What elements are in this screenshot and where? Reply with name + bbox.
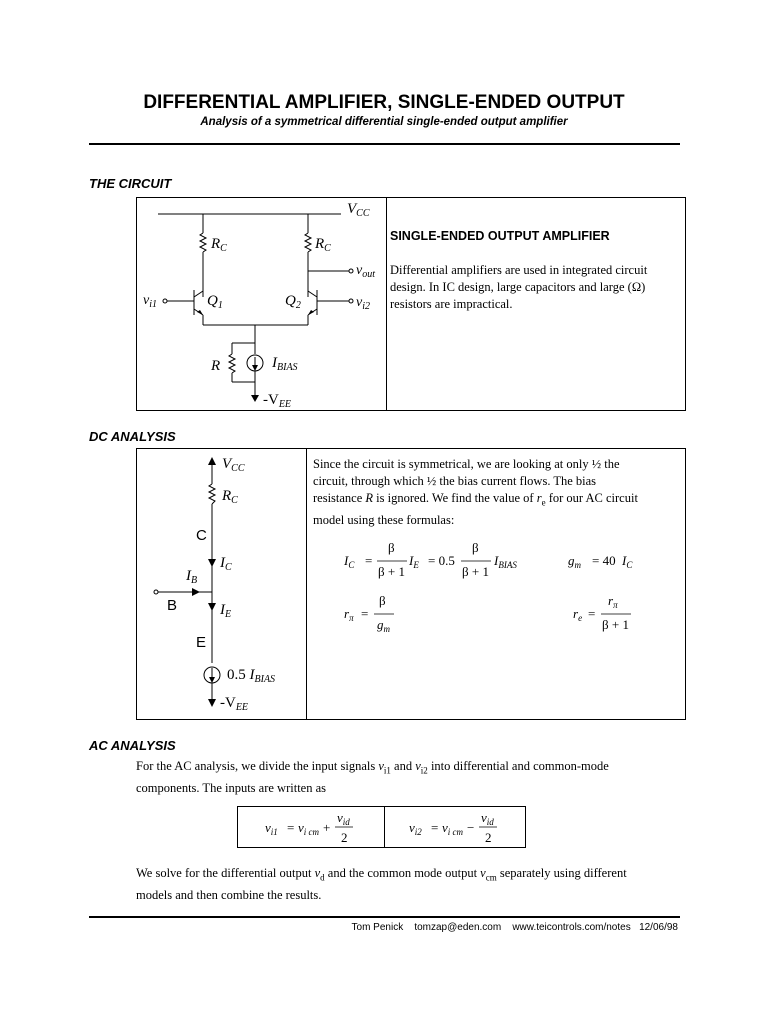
svg-text:vi2: $v_{i2}$ <box>356 295 370 312</box>
svg-text:β: β <box>388 540 395 555</box>
svg-text:rπ: $r_\pi$ <box>344 606 354 623</box>
svg-text:0.5 IBIAS: 0.5 $I_{BIAS}$ <box>227 667 276 685</box>
formula-gm: g <box>568 553 575 568</box>
svg-text:RC: $R_C$ <box>211 236 227 254</box>
footer-rule <box>89 916 680 918</box>
svg-text:vout: $v_{out}$ <box>356 263 375 280</box>
svg-text:vi1: $v_{i1}$ <box>143 293 157 310</box>
q1-label: Q <box>207 293 218 309</box>
svg-text:vi2: $v_{i2}$ <box>409 820 422 837</box>
emitter-node-label: E <box>196 634 207 651</box>
svg-text:= 40: = 40 <box>592 553 616 568</box>
footer <box>352 922 678 933</box>
svg-text:β: β <box>472 540 479 555</box>
svg-text:=: = <box>361 606 369 621</box>
header-rule <box>89 143 680 145</box>
svg-text:gm: $g_m$ <box>568 553 581 570</box>
svg-text:+: + <box>323 820 331 835</box>
svg-text:=: = <box>588 606 596 621</box>
svg-text:= 0.5: = 0.5 <box>428 553 455 568</box>
svg-text:vid: $v_{id}$ <box>481 810 494 827</box>
vi2-label: v <box>356 295 363 310</box>
svg-text:2: 2 <box>485 830 492 845</box>
svg-text:β: β <box>379 593 386 608</box>
input-equations <box>237 806 526 848</box>
vee-label: -V <box>263 392 279 408</box>
svg-text:IC: $I_C$ <box>220 555 232 573</box>
amplifier-title: SINGLE-ENDED OUTPUT AMPLIFIER <box>390 229 610 243</box>
ic-label: I <box>220 555 225 571</box>
dc-formulas <box>306 530 684 650</box>
circuit-box-divider <box>386 198 387 410</box>
vi1-label: v <box>143 293 150 308</box>
section-heading-ac: AC ANALYSIS <box>89 738 176 753</box>
footer-date: 12/06/98 <box>639 922 678 933</box>
svg-text:gm: $g_m$ <box>377 617 390 634</box>
svg-text:=: = <box>287 820 295 835</box>
base-node-label: B <box>167 597 178 614</box>
svg-text:IE: $I_E$ <box>409 553 419 570</box>
eq1-lhs: v <box>265 820 271 835</box>
ib-label: I <box>186 568 191 584</box>
diff-amp-schematic <box>136 197 386 411</box>
dc-vee-label: -V <box>220 695 236 711</box>
section-heading-dc: DC ANALYSIS <box>89 429 176 444</box>
vout-label: v <box>356 263 363 278</box>
q2-label: Q <box>285 293 296 309</box>
svg-text:vi cm: $v_{i cm}$ <box>442 820 464 837</box>
svg-text:IBIAS: $I_{BIAS}$ <box>272 355 298 373</box>
svg-text:Q2: $Q_2$ <box>285 293 301 311</box>
amplifier-description: Differential amplifiers are used in integrated circuit design. In IC design, large capacitors and large (Ω) resistors are impractical. <box>390 263 648 311</box>
svg-text:-VEE: $-V_{EE}$ <box>263 392 292 410</box>
eq2-lhs: v <box>409 820 415 835</box>
svg-text:re: $r_e$ <box>573 606 583 623</box>
formula-ic: I <box>344 553 349 568</box>
dc-half-circuit <box>136 448 306 720</box>
svg-text:vi cm: $v_{i cm}$ <box>298 820 320 837</box>
section-heading-circuit: THE CIRCUIT <box>89 176 172 191</box>
svg-text:β + 1: β + 1 <box>378 564 405 579</box>
footer-author: Tom Penick <box>351 922 404 933</box>
r-label: R <box>211 358 221 374</box>
page-title: DIFFERENTIAL AMPLIFIER, SINGLE-ENDED OUTPUT <box>143 92 625 113</box>
svg-text:-VEE: $-V_{EE}$ <box>220 695 249 713</box>
svg-text:IC: $I_C$ <box>344 553 355 570</box>
half-bias-coeff: 0.5 <box>227 667 246 683</box>
rc-right-label: R <box>315 236 325 252</box>
dc-vcc-label: V <box>222 456 232 472</box>
svg-text:IE: $I_E$ <box>220 602 232 620</box>
svg-text:IBIAS: $I_{BIAS}$ <box>494 553 517 570</box>
vcc-label: V <box>347 201 357 217</box>
formula-re: r <box>573 606 579 621</box>
svg-text:RC: $R_C$ <box>222 488 238 506</box>
rc-left-label: R <box>211 236 221 252</box>
svg-text:=: = <box>365 553 373 568</box>
ibias-label: I <box>272 355 277 371</box>
svg-text:VCC: $V_{CC}$ <box>222 456 245 474</box>
svg-text:RC: $R_C$ <box>315 236 331 254</box>
svg-text:rπ: $r_\pi$ <box>608 593 618 610</box>
svg-text:Q1: $Q_1$ <box>207 293 223 311</box>
svg-text:vid: $v_{id}$ <box>337 810 350 827</box>
page-subtitle: Analysis of a symmetrical differential single-ended output amplifier <box>200 116 568 128</box>
svg-text:=: = <box>431 820 439 835</box>
dc-explanation: Since the circuit is symmetrical, we are looking at only ½ the circuit, through which ½ the bias current flows. The bias resistance R is ignored. We find the value of $r_e$ for our AC circuit model using these formulas: <box>313 457 638 527</box>
svg-text:VCC: $V_{CC}$ <box>347 201 370 219</box>
svg-text:β + 1: β + 1 <box>462 564 489 579</box>
svg-text:IB: $I_B$ <box>186 568 198 586</box>
ac-intro: For the AC analysis, we divide the input signals $v_{i1}$ and $v_{i2}$ into differential and common-mode components. The inputs are written as <box>136 759 609 795</box>
ac-outro: We solve for the differential output $v_d$ and the common mode output $v_{cm}$ separately using different models and then combine the results. <box>136 866 627 902</box>
footer-website: www.teicontrols.com/notes <box>512 922 631 933</box>
svg-text:vi1: $v_{i1}$ <box>265 820 278 837</box>
svg-text:β + 1: β + 1 <box>602 617 629 632</box>
footer-email: tomzap@eden.com <box>414 922 502 933</box>
svg-text:−: − <box>467 820 475 835</box>
collector-node-label: C <box>196 527 207 544</box>
svg-text:IC: $I_C$ <box>622 553 633 570</box>
half-bias-label: I <box>249 667 255 683</box>
svg-text:2: 2 <box>341 830 348 845</box>
formula-rpi: r <box>344 606 350 621</box>
dc-rc-label: R <box>222 488 232 504</box>
ie-label: I <box>220 602 225 618</box>
